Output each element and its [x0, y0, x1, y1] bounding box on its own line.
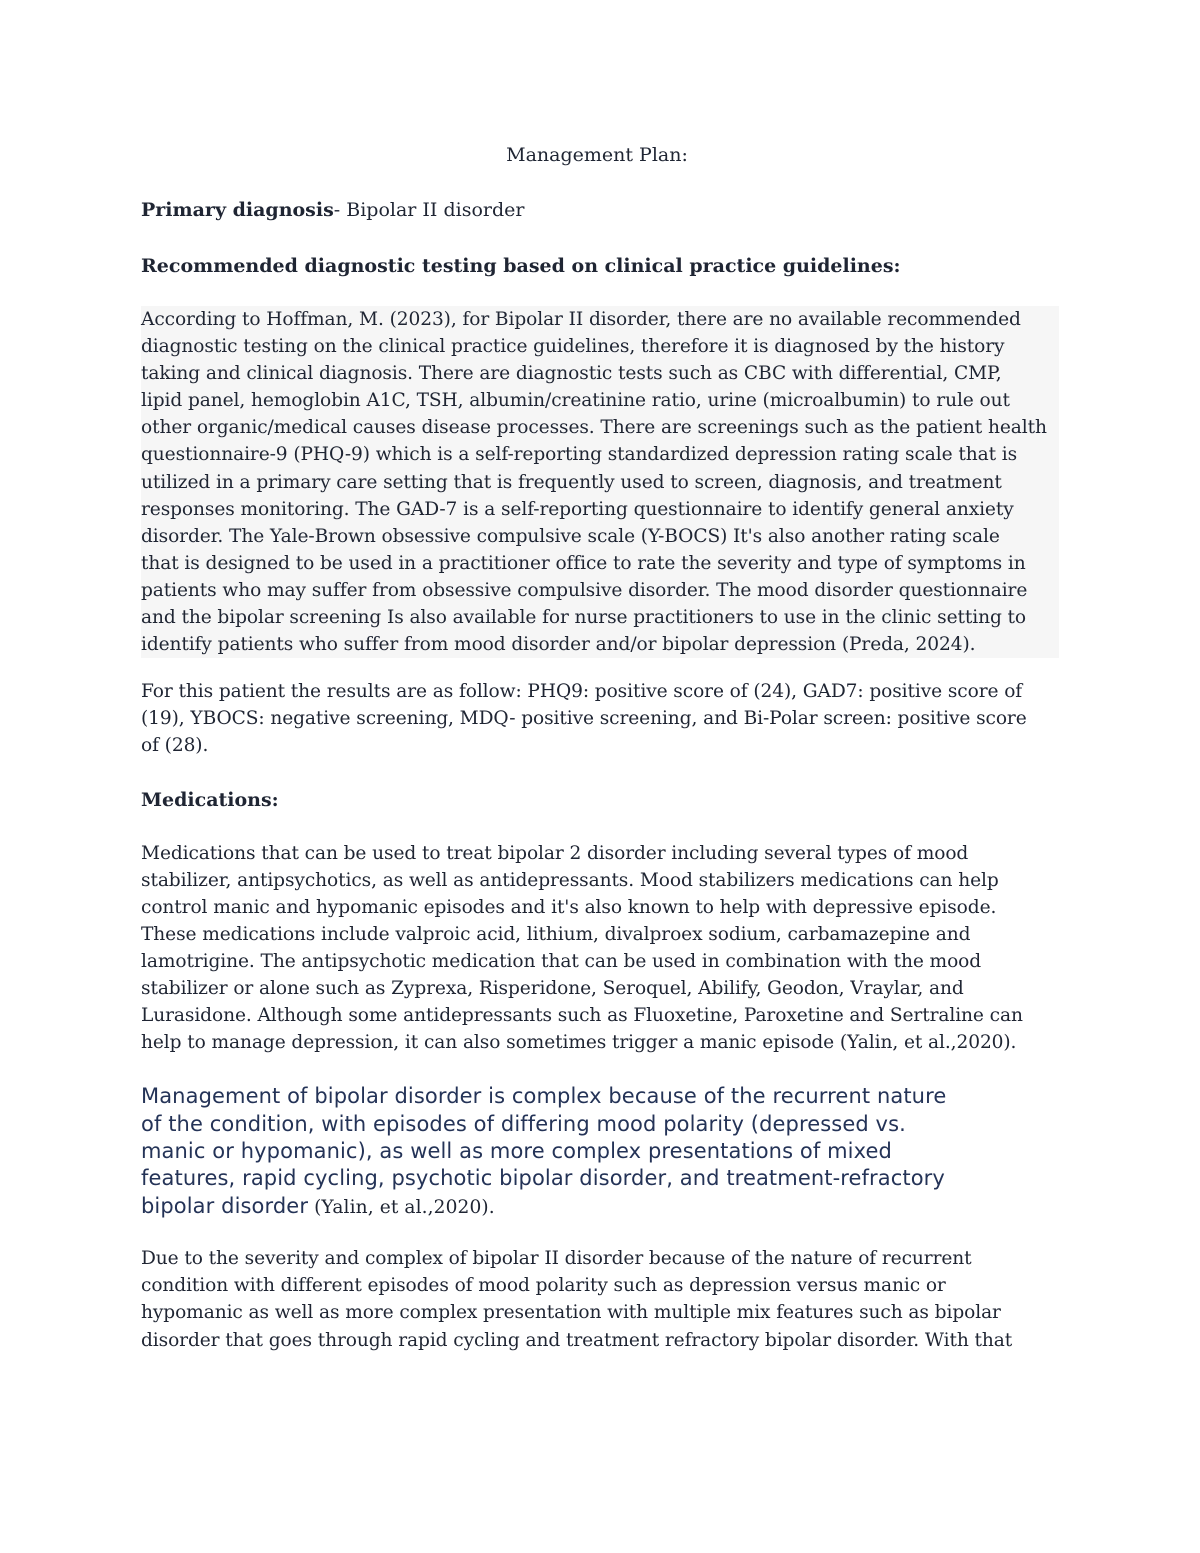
results-paragraph-line: of (28).	[141, 735, 209, 757]
results-paragraph-line: For this patient the results are as follow: PHQ9: positive score of (24), GAD7: positive score of	[141, 681, 1023, 703]
management-quote-text: bipolar disorder	[141, 1193, 309, 1218]
medications-paragraph-line: stabilizer or alone such as Zyprexa, Risperidone, Seroquel, Abilify, Geodon, Vraylar, and	[141, 977, 964, 999]
management-quote-line	[141, 1083, 1061, 1110]
medications-heading-text: Medications:	[141, 788, 279, 811]
diagnostic-paragraph-line: other organic/medical causes disease processes. There are screenings such as the patient health	[141, 417, 1047, 439]
management-quote-text: manic or hypomanic), as well as more complex presentations of mixed	[141, 1139, 892, 1164]
medications-paragraph-line: control manic and hypomanic episodes and it's also known to help with depressive episode.	[141, 896, 997, 918]
diagnostic-paragraph-line: diagnostic testing on the clinical practice guidelines, therefore it is diagnosed by the history	[141, 336, 1005, 358]
closing-paragraph-line: hypomanic as well as more complex presentation with multiple mix features such as bipolar	[141, 1302, 1001, 1324]
medications-paragraph-line: lamotrigine. The antipsychotic medication that can be used in combination with the mood	[141, 950, 982, 972]
diagnostic-paragraph-line: questionnaire-9 (PHQ-9) which is a self-reporting standardized depression rating scale that is	[141, 444, 1018, 466]
management-quote-line	[141, 1138, 1061, 1165]
medications-paragraph-line: These medications include valproic acid, lithium, divalproex sodium, carbamazepine and	[141, 923, 971, 945]
medications-paragraph-line: Lurasidone. Although some antidepressants such as Fluoxetine, Paroxetine and Sertraline can	[141, 1005, 1023, 1027]
management-quote-line	[141, 1111, 1061, 1138]
medications-paragraph-line: stabilizer, antipsychotics, as well as antidepressants. Mood stabilizers medications can help	[141, 869, 999, 891]
medications-paragraph	[141, 840, 1061, 1057]
management-quote-text: of the condition, with episodes of differing mood polarity (depressed vs.	[141, 1111, 906, 1136]
diagnostic-paragraph-line: lipid panel, hemoglobin A1C, TSH, albumin/creatinine ratio, urine (microalbumin) to rule out	[141, 390, 1010, 412]
medications-heading	[141, 787, 1061, 814]
primary-diagnosis-value: - Bipolar II disorder	[333, 199, 525, 221]
results-paragraph	[141, 678, 1061, 759]
closing-paragraph	[141, 1245, 1061, 1353]
diagnostic-testing-heading-text: Recommended diagnostic testing based on clinical practice guidelines:	[141, 255, 901, 277]
medications-paragraph-line: help to manage depression, it can also sometimes trigger a manic episode (Yalin, et al.,2020).	[141, 1032, 1017, 1054]
diagnostic-paragraph-line: taking and clinical diagnosis. There are diagnostic tests such as CBC with differential, CMP,	[141, 363, 1002, 385]
diagnostic-paragraph-line: disorder. The Yale-Brown obsessive compulsive scale (Y-BOCS) It's also another rating scale	[141, 525, 1000, 547]
diagnostic-paragraph-line: patients who may suffer from obsessive compulsive disorder. The mood disorder questionnaire	[141, 579, 1028, 601]
management-quote-line	[141, 1165, 1061, 1192]
diagnostic-paragraph-line: identify patients who suffer from mood disorder and/or bipolar depression (Preda, 2024).	[141, 634, 976, 656]
primary-diagnosis-label: Primary diagnosis	[141, 199, 334, 221]
closing-paragraph-line: Due to the severity and complex of bipolar II disorder because of the nature of recurrent	[141, 1248, 972, 1270]
diagnostic-testing-heading	[141, 253, 1061, 280]
document-body	[141, 138, 1061, 1354]
medications-paragraph-line: Medications that can be used to treat bipolar 2 disorder including several types of mood	[141, 842, 969, 864]
diagnostic-testing-paragraph	[141, 306, 1059, 658]
diagnostic-paragraph-line: utilized in a primary care setting that is frequently used to screen, diagnosis, and treatment	[141, 471, 1002, 493]
page-title: Management Plan:	[506, 144, 688, 166]
diagnostic-paragraph-line: and the bipolar screening Is also available for nurse practitioners to use in the clinic setting to	[141, 607, 1027, 629]
diagnostic-paragraph-line: responses monitoring. The GAD-7 is a self-reporting questionnaire to identify general anxiety	[141, 498, 1014, 520]
management-citation: (Yalin, et al.,2020).	[308, 1196, 495, 1218]
management-quote	[141, 1083, 1061, 1221]
closing-paragraph-line: condition with different episodes of mood polarity such as depression versus manic or	[141, 1275, 946, 1297]
results-paragraph-line: (19), YBOCS: negative screening, MDQ- positive screening, and Bi-Polar screen: positive score	[141, 708, 1027, 730]
diagnostic-paragraph-line: According to Hoffman, M. (2023), for Bipolar II disorder, there are no available recommended	[141, 309, 1021, 330]
management-quote-line	[141, 1193, 1061, 1221]
management-quote-text: features, rapid cycling, psychotic bipolar disorder, and treatment-refractory	[141, 1166, 945, 1191]
closing-paragraph-line: disorder that goes through rapid cycling and treatment refractory bipolar disorder. With that	[141, 1329, 1013, 1351]
primary-diagnosis-line	[141, 197, 1061, 224]
diagnostic-paragraph-line: that is designed to be used in a practitioner office to rate the severity and type of symptoms in	[141, 552, 1026, 574]
management-quote-text: Management of bipolar disorder is complex because of the recurrent nature	[141, 1084, 947, 1109]
